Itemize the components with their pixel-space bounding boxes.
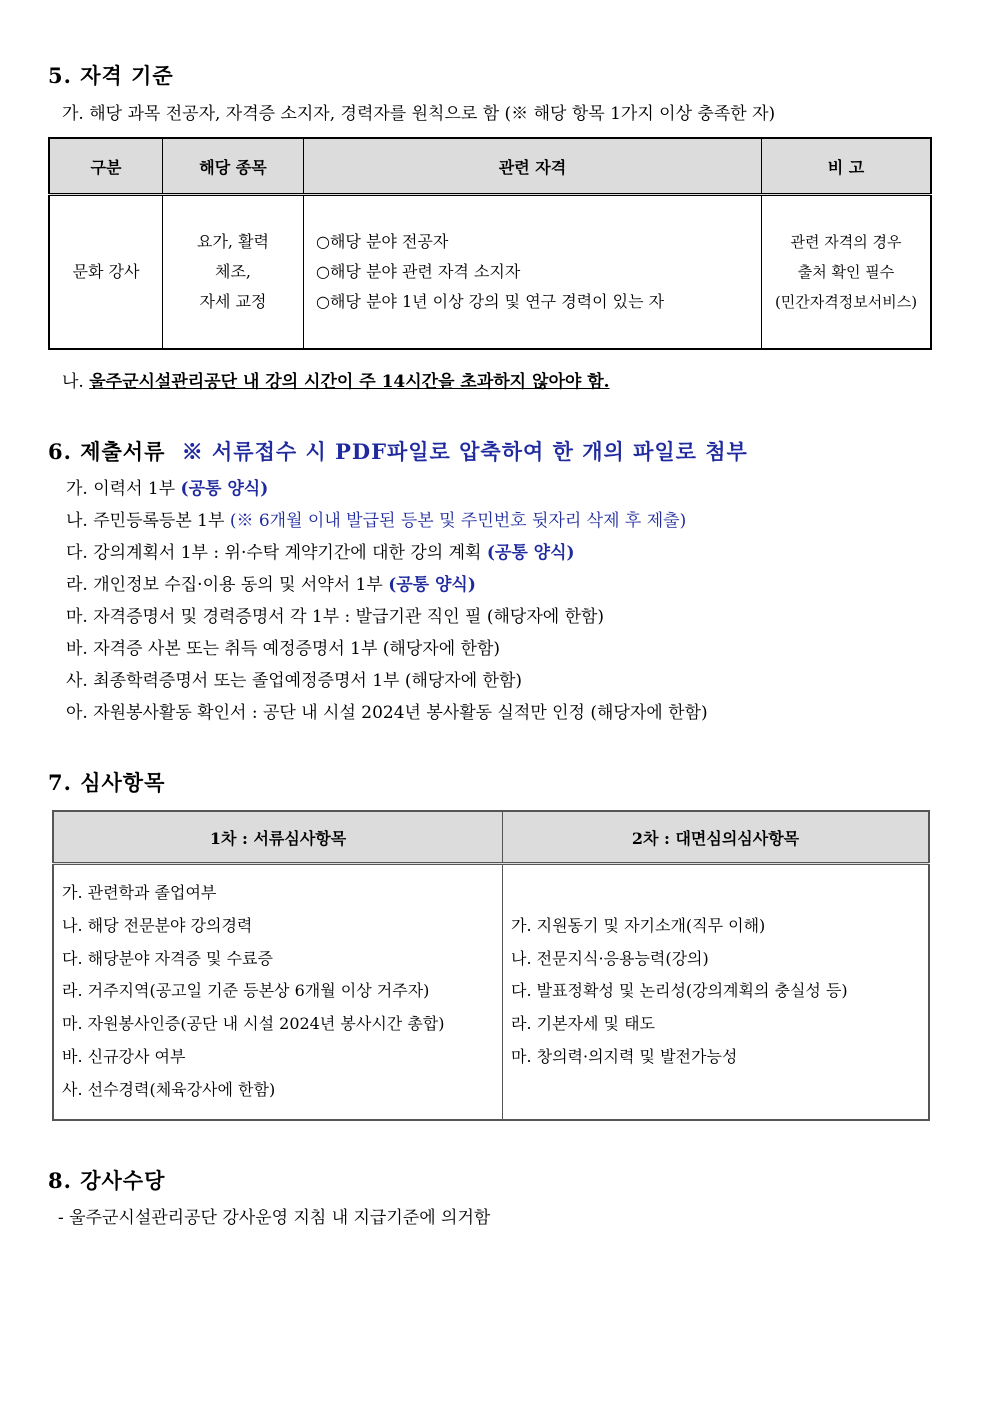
- header-category: 구분: [49, 138, 163, 195]
- doc-item: 사. 최종학력증명서 또는 졸업예정증명서 1부 (해당자에 한함): [66, 671, 523, 691]
- header-events: 해당 종목: [163, 138, 304, 195]
- table-row: [49, 195, 931, 350]
- list-item: 라. 기본자세 및 태도: [511, 1014, 655, 1034]
- list-item: 가. 지원동기 및 자기소개(직무 이해): [511, 915, 766, 935]
- header-second-review: 2차 : 대면심의심사항목: [503, 811, 930, 864]
- list-item: 나. 해당 전문분야 강의경력: [62, 915, 253, 935]
- qualification-table: [48, 137, 932, 350]
- section-6-note: ※ 서류접수 시 PDF파일로 압축하여 한 개의 파일로 첨부: [181, 439, 748, 464]
- doc-item: 바. 자격증 사본 또는 취득 예정증명서 1부 (해당자에 한함): [66, 639, 500, 659]
- doc-item: 다. 강의계획서 1부 : 위·수탁 계약기간에 대한 강의 계획 (공통 양식): [66, 543, 575, 563]
- event-line: 요가, 활력: [197, 232, 269, 251]
- note-line: (민간자격정보서비스): [774, 293, 918, 311]
- section-6-heading: [48, 436, 748, 466]
- section-8-text: - 울주군시설관리공단 강사운영 지침 내 지급기준에 의거함: [58, 1208, 491, 1228]
- list-item: 바. 신규강사 여부: [62, 1046, 186, 1066]
- rule-prefix: 나.: [62, 372, 90, 392]
- list-item: 다. 발표정확성 및 논리성(강의계획의 충실성 등): [511, 981, 848, 1001]
- header-notes: 비 고: [762, 138, 932, 195]
- header-qualifications: 관련 자격: [304, 138, 762, 195]
- list-item: 다. 해당분야 자격증 및 수료증: [62, 948, 273, 968]
- section-5-intro: 가. 해당 과목 전공자, 자격증 소지자, 경력자를 원칙으로 함 (※ 해당 항목 1가지 이상 충족한 자): [62, 104, 776, 124]
- section-8-title: 8. 강사수당: [48, 1168, 166, 1193]
- section-5-title: 5. 자격 기준: [48, 63, 174, 88]
- section-5-rule: [62, 367, 610, 392]
- list-item: 가. 관련학과 졸업여부: [62, 883, 217, 902]
- qualification-line: ○해당 분야 관련 자격 소지자: [316, 262, 521, 281]
- section-7-title: 7. 심사항목: [48, 770, 166, 795]
- doc-item: 나. 주민등록등본 1부 (※ 6개월 이내 발급된 등본 및 주민번호 뒷자리 삭제 후 제출): [66, 511, 687, 531]
- doc-item: 마. 자격증명서 및 경력증명서 각 1부 : 발급기관 직인 필 (해당자에 한함): [66, 607, 605, 627]
- category-cell: 문화 강사: [49, 195, 163, 350]
- first-review-cell: [53, 864, 503, 1120]
- list-item: 마. 창의력·의지력 및 발전가능성: [511, 1046, 738, 1066]
- list-item: 나. 전문지식·응용능력(강의): [511, 948, 709, 968]
- header-first-review: 1차 : 서류심사항목: [53, 811, 503, 864]
- doc-item: 라. 개인정보 수집·이용 동의 및 서약서 1부 (공통 양식): [66, 575, 476, 595]
- second-review-cell: [503, 864, 930, 1120]
- qualifications-cell: [304, 195, 762, 350]
- notes-cell: [762, 195, 932, 350]
- list-item: 마. 자원봉사인증(공단 내 시설 2024년 봉사시간 총합): [62, 1014, 445, 1034]
- section-6-title: 6. 제출서류: [48, 439, 166, 464]
- rule-text: 울주군시설관리공단 내 강의 시간이 주 14시간을 초과하지 않아야 함.: [89, 372, 610, 392]
- note-line: 관련 자격의 경우: [790, 233, 902, 251]
- doc-item: 가. 이력서 1부 (공통 양식): [66, 479, 269, 499]
- events-cell: [163, 195, 304, 350]
- event-line: 자세 교정: [199, 292, 267, 311]
- list-item: 사. 선수경력(체육강사에 한함): [62, 1079, 276, 1099]
- note-line: 출처 확인 필수: [797, 263, 895, 281]
- list-item: 라. 거주지역(공고일 기준 등본상 6개월 이상 거주자): [62, 981, 430, 1001]
- doc-item: 아. 자원봉사활동 확인서 : 공단 내 시설 2024년 봉사활동 실적만 인정 (해당자에 한함): [66, 703, 708, 723]
- event-line: 체조,: [215, 262, 251, 281]
- qualification-line: ○해당 분야 전공자: [316, 232, 449, 251]
- qualification-line: ○해당 분야 1년 이상 강의 및 연구 경력이 있는 자: [316, 292, 665, 311]
- review-table: [52, 810, 930, 1121]
